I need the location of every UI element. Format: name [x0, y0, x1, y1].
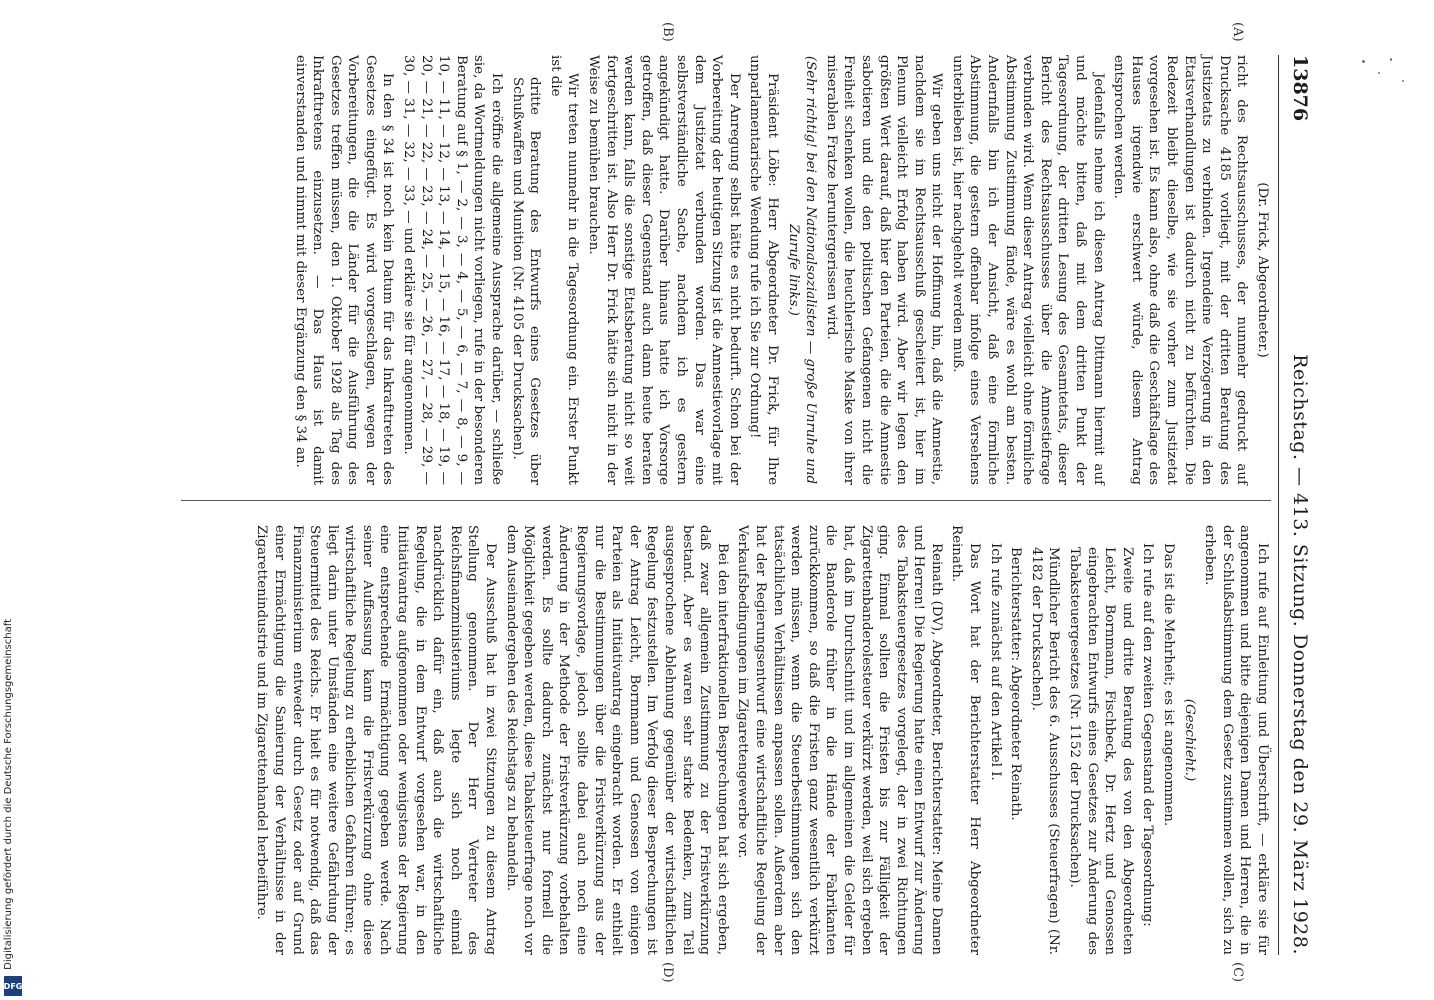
paragraph: In den § 34 ist noch kein Datum für das Inkrafttreten des Gesetzes eingefügt. Es wird vorgeschlagen, wegen der Vorbereitungen, die die Länder für die Ausführung des Gesetzes treffen müssen, den 1. Oktober 1928 als Tag des Inkrafttretens einzusetzen. — Das Haus ist damit einverstanden und nimmt mit dieser Ergänzung den § 34 an. — [292, 55, 396, 485]
rapporteur: Berichterstatter: Abgeordneter Reinath. — [1008, 547, 1024, 821]
scan-speck — [1362, 60, 1365, 63]
margin-mark-b: (B) — [660, 22, 675, 42]
paragraph: Ich rufe auf Einleitung und Überschrift, — erkläre sie für angenommen und bitte diejenigen Damen und Herren, die in der Schlußabstimmung dem Gesetz zustimmen wollen, sich zu erheben. — [1202, 525, 1270, 955]
funding-note-text: Digitalisierung gefördert durch die Deutsche Forschungsgemeinschaft — [3, 619, 14, 970]
paragraph: Der Anregung selbst hätte es nicht bedurft. Schon bei der Vorbereitung der heutigen Sitzung ist die Amnestievorlage mit dem Justizetat verbunden worden. Das war eine selbstverständliche Sache, nachdem ich es gestern angekündigt hatte. Darüber hinaus hatte ich Vorsorge getroffen, daß dieser Gegenstand auch dann heute beraten werden kann, falls die sonstige Etatsberatung nicht so weit fortgeschritten ist. Also Herr Dr. Frick hätte sich nicht in der Weise zu bemühen brauchen. — [586, 55, 742, 485]
left-column — [288, 55, 1271, 485]
agenda-report: Mündlicher Bericht des 6. Ausschusses (Steuerfragen) (Nr. 4182 der Drucksachen). — [1028, 547, 1062, 955]
paragraph: Das ist die Mehrheit; es ist angenommen. — [1161, 543, 1177, 827]
paragraph: Wir treten nunmehr in die Tagesordnung ein. Erster Punkt ist die — [547, 55, 581, 485]
paragraph: Jedenfalls nehme ich diesen Antrag Dittmann hiermit auf und möchte bitten, daß mit dem dritten Punkt der Tagesordnung, der dritten Lesung des Gesamtetats, dieser Bericht des Rechtsausschusses über die Amnestiefrage verbunden wird. Wenn dieser Antrag vielleicht ohne förmliche Abstimmung Zustimmung fände, wäre es wohl am besten. Andernfalls bin ich der Ansicht, daß eine förmliche Abstimmung, die gestern offenbar infolge eines Versehens unterblieben ist, hier nachgeholt werden muß. — [949, 55, 1106, 485]
right-column — [250, 525, 1271, 955]
running-title: Reichstag. — 413. Sitzung. Donnerstag den 29. März 1928. — [1289, 354, 1311, 955]
speaker-continuation: (Dr. Frick, Abgeordneter.) — [1255, 182, 1270, 358]
paragraph: Ich eröffne die allgemeine Aussprache darüber, — schließe sie, da Wortmeldungen nicht vorliegen, rufe in der besonderen Beratung auf § 1, — 2, — 3, — 4, — 5, — 6, — 7, — 8, — 9, — 10, — 11, — 12, — 13, — 14, — 15, — 16, — 17, — 18, — 19, — 20, — 21, — 22, — 23, — 24, — 25, — 26, — 27, — 28, — 29, — 30, — 31, — 32, — 33, — und erkläre sie für angenommen. — [401, 55, 505, 485]
paragraph: Bei den interfraktionellen Besprechungen hat sich ergeben, daß zwar allgemein Zustimmung zu der Fristverkürzung bestand. Aber es waren sehr starke Bedenken, zum Teil ausgesprochene Ablehnung gegenüber der wirtschaftlichen Regelung festzustellen. Im Verfolg dieser Besprechungen ist der Antrag Leicht, Bornmann und Genossen von einigen Parteien als Initiativantrag eingebracht worden. Er enthielt nur die Bestimmungen über die Fristverkürzung aus der Regierungsvorlage, jedoch sollte dabei auch noch eine Änderung in der Methode der Fristverkürzung vorbehalten werden. Es sollte dadurch zunächst nur formell die Möglichkeit gegeben werden, diese Tabaksteuerfrage noch vor dem Auseinandergehen des Reichstags zu behandeln. — [503, 525, 730, 955]
president-speech: Präsident Löbe: Herr Abgeordneter Dr. Frick, für Ihre unparlamentarische Wendung rufe ich Sie zur Ordnung! — [747, 55, 780, 485]
interjection: (Sehr richtig! bei den Nationalsozialisten — große Unruhe und Zurufe links.) — [785, 55, 819, 485]
scan-speck — [1378, 72, 1380, 74]
agenda-item: Zweite und dritte Beratung des von den Abgeordneten Leicht, Bornmann, Fischbeck, Dr. Hertz und Genossen eingebrachten Entwurfs eines Gesetzes zur Änderung des Tabaksteuergesetzes (Nr. 1152 der Drucksachen). — [1067, 547, 1135, 955]
paragraph: Ich rufe auf den zweiten Gegenstand der Tagesordnung: — [1140, 543, 1156, 927]
interjection: (Geschieht.) — [1181, 698, 1197, 782]
paragraph: Der Ausschuß hat in zwei Sitzungen zu diesem Antrag Stellung genommen. Der Herr Vertreter des Reichsfinanzministeriums legte sich noch einmal nachdrücklich dafür ein, daß auch die wirtschaftliche Regelung, die in dem Entwurf vorgesehen war, in den Initiativantrag aufgenommen oder wenigstens der Regierung eine entsprechende Ermächtigung gegeben werde. Nach seiner Auffassung kann die Fristverkürzung ohne diese wirtschaftliche Regelung zu erheblichen Gefahren führen; es liegt darin unter Umständen eine weitere Gefährdung der Steuermittel des Reichs. Er hielt es für notwendig, daß das Finanzministerium entweder durch Gesetz oder auf Grund einer Ermächtigung die Sanierung der Verhältnisse in der Zigarettenindustrie und im Zigarettenhandel herbeiführe. — [254, 525, 499, 955]
digitization-note — [0, 0, 26, 1000]
scan-speck — [1402, 80, 1404, 82]
dfg-logo: DFG — [4, 976, 22, 996]
paragraph: Wir geben uns nicht der Hoffnung hin, daß die Amnestie, nachdem sie im Rechtsausschuß gescheitert ist, hier im Plenum vielleicht Erfolg haben wird. Aber wir legen den größten Wert darauf, daß hier den Parteien, die die Amnestie sabotieren und die den politischen Gefangenen nicht die Freiheit schenken wollen, die heuchlerische Maske von ihrer miserablen Fratze heruntergerissen wird. — [823, 55, 945, 485]
column-divider — [181, 500, 1271, 501]
margin-mark-c: (C) — [1230, 962, 1245, 983]
page-header — [1283, 55, 1315, 955]
document-page — [100, 22, 1315, 983]
scan-speck — [1390, 58, 1392, 61]
paragraph: Das Wort hat der Berichterstatter Herr Abgeordneter Reinath. — [949, 525, 983, 955]
speech: Reinath (DV), Abgeordneter, Berichterstatter: Meine Damen und Herren! Die Regierung hatte einen Entwurf zur Änderung des Tabaksteuergesetzes vorgelegt, der in zwei Richtungen ging. Einmal sollten die Fristen bis zur Fälligkeit der Zigarettenbanderolesteuer verkürzt werden, weil sich ergeben hat, daß im Durchschnitt und im allgemeinen die Gelder für die Banderole früher in die Hände der Fabrikanten zurückkommen, so daß die Fristen ganz wesentlich verkürzt werden müssen, wenn die Steuerbestimmungen sich den tatsächlichen Verhältnissen anpassen sollen. Außerdem aber hat der Regierungsentwurf eine wirtschaftliche Regelung der Verkaufsbedingungen im Zigarettengewerbe vor. — [735, 525, 944, 955]
paragraph: richt des Rechtsausschusses, der nunmehr gedruckt auf Drucksache 4185 vorliegt, mit der dritten Beratung des Justizetats zu verbinden. Irgendeine Verzögerung in den Etatsverhandlungen ist dadurch nicht zu befürchten. Die Redezeit bleibt dieselbe, wie sie vorher zum Justizetat vorgesehen ist. Es kann also, ohne daß die Geschäftslage des Hauses irgendwie erschwert würde, diesem Antrag entsprochen werden. — [1111, 55, 1250, 485]
agenda-item: dritte Beratung des Entwurfs eines Gesetzes über Schußwaffen und Munition (Nr. 4105 der Drucksachen). — [509, 77, 543, 485]
page-number: 13876 — [1289, 55, 1311, 122]
paragraph: Ich rufe zunächst auf den Artikel I. — [987, 543, 1003, 781]
header-rule — [1278, 55, 1279, 955]
margin-mark-a: (A) — [1230, 22, 1245, 42]
margin-mark-d: (D) — [660, 962, 675, 983]
